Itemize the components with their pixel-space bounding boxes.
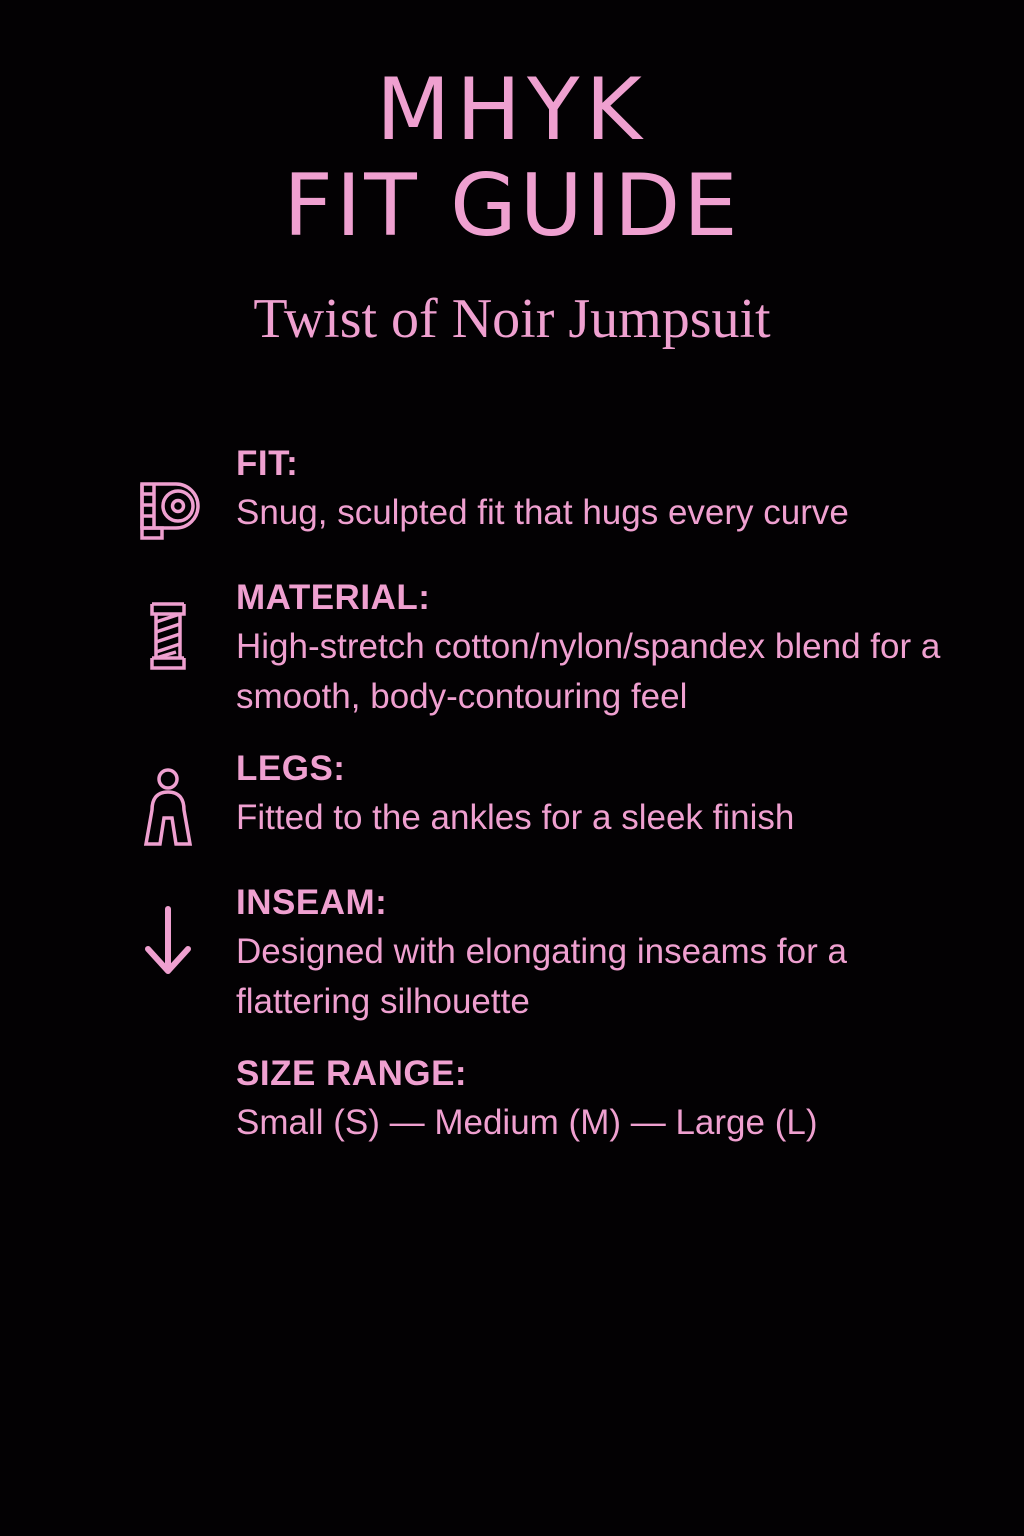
thread-spool-icon — [120, 588, 216, 684]
icon-container-size-range — [100, 1052, 236, 1064]
text-container-inseam — [236, 881, 996, 1026]
icon-container-inseam — [100, 881, 236, 989]
product-subtitle: Twist of Noir Jumpsuit — [253, 287, 771, 350]
section-fit — [100, 442, 996, 550]
section-inseam — [100, 881, 996, 1026]
fit-details-list — [0, 442, 1024, 1148]
text-container-material — [236, 576, 996, 721]
page-title-line-2: FIT GUIDE — [283, 156, 741, 257]
section-label-material: MATERIAL: — [236, 578, 431, 618]
section-body-legs: Fitted to the ankles for a sleek finish — [236, 798, 795, 838]
page-title-line-1: MHYK — [376, 60, 648, 160]
section-body-fit: Snug, sculpted fit that hugs every curve — [236, 492, 849, 532]
section-label-legs: LEGS: — [236, 749, 346, 789]
icon-container-material — [100, 576, 236, 684]
section-material — [100, 576, 996, 721]
section-label-fit: FIT: — [236, 444, 299, 484]
down-arrow-icon — [120, 893, 216, 989]
section-body-material: High-stretch cotton/nylon/spandex blend for a smooth, body-contouring feel — [236, 626, 941, 716]
text-container-fit — [236, 442, 996, 537]
measuring-tape-icon — [120, 454, 216, 550]
text-container-size-range — [236, 1052, 996, 1147]
section-body-inseam: Designed with elongating inseams for a flattering silhouette — [236, 932, 847, 1021]
icon-container-fit — [100, 442, 236, 550]
section-legs — [100, 747, 996, 855]
section-body-size-range: Small (S) — Medium (M) — Large (L) — [236, 1103, 818, 1143]
icon-container-legs — [100, 747, 236, 855]
section-label-size-range: SIZE RANGE: — [236, 1054, 468, 1094]
section-label-inseam: INSEAM: — [236, 883, 388, 923]
person-icon — [120, 759, 216, 855]
text-container-legs — [236, 747, 996, 842]
page-header — [0, 0, 1024, 350]
section-size-range — [100, 1052, 996, 1147]
